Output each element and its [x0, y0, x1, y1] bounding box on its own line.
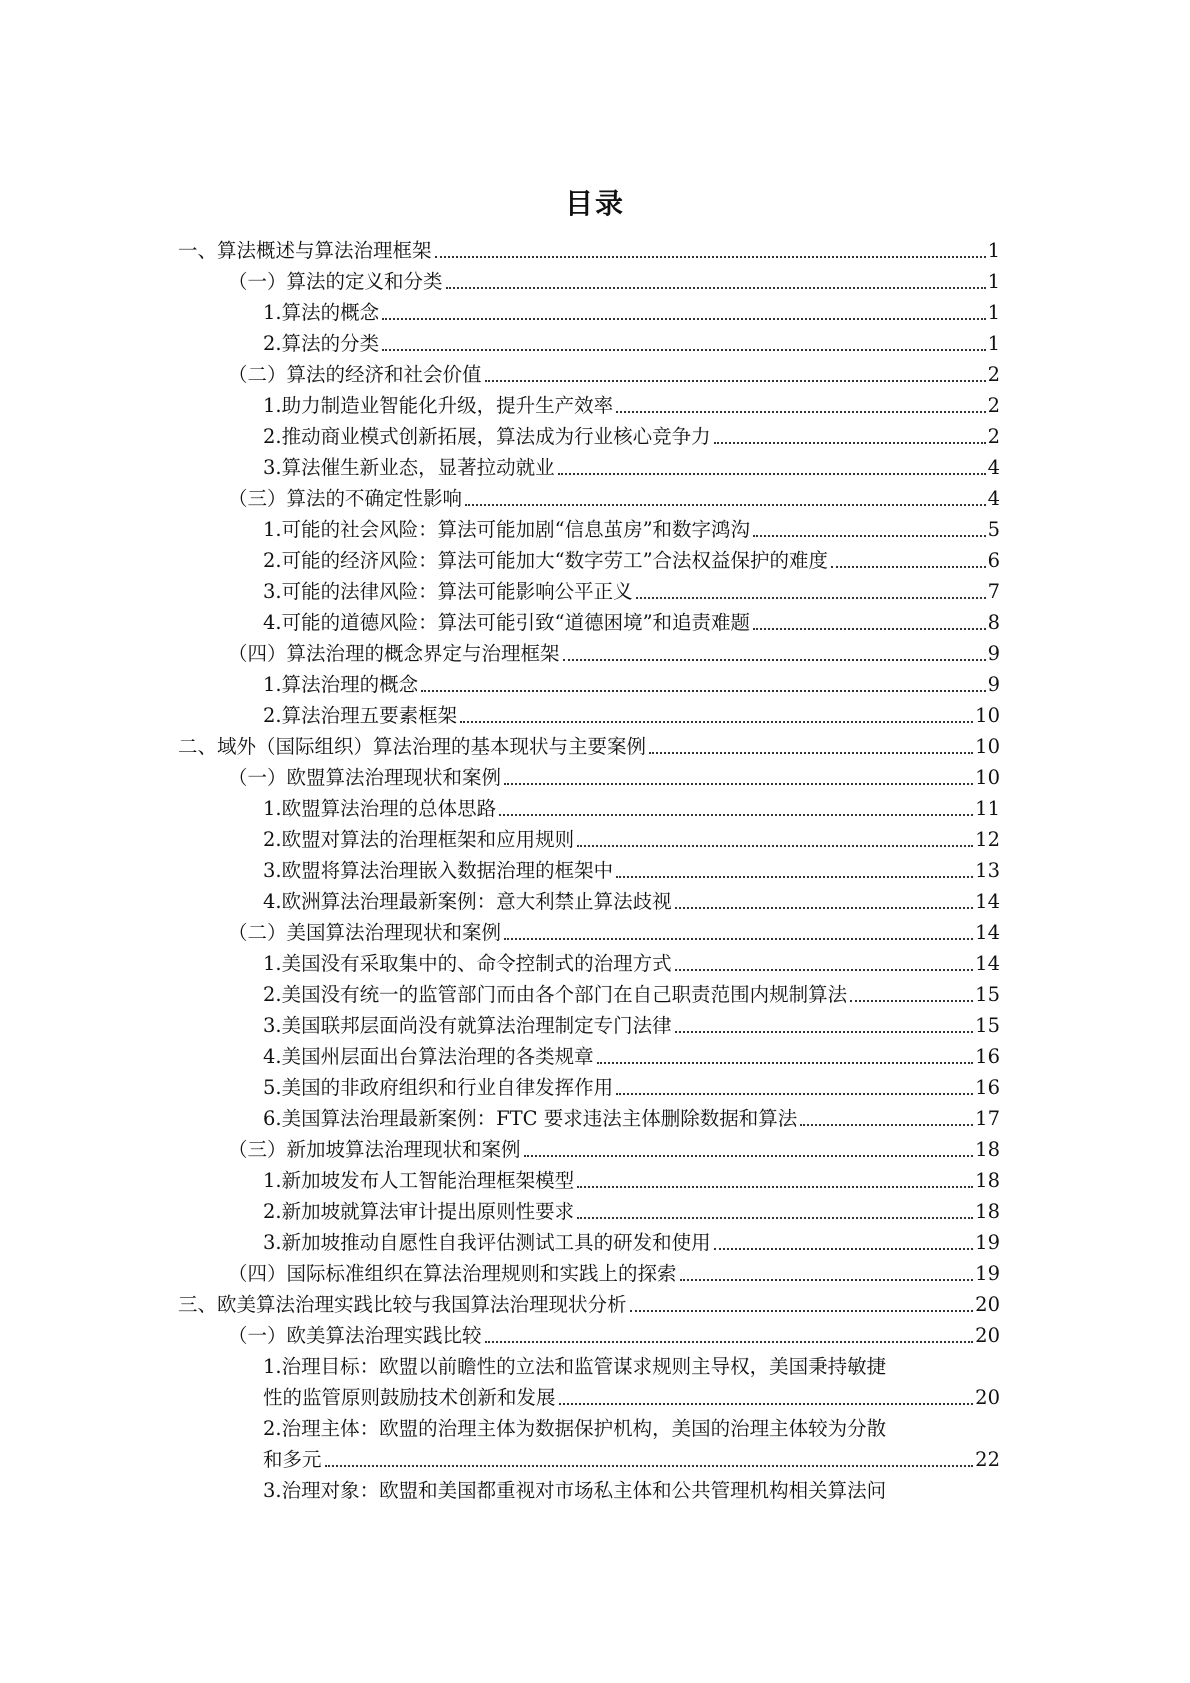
toc-entry-text: 4.美国州层面出台算法治理的各类规章: [263, 1045, 594, 1068]
toc-page-number: 6: [987, 549, 1000, 572]
toc-entry-text: 1.新加坡发布人工智能治理框架模型: [263, 1169, 575, 1192]
toc-leader-dots: [577, 845, 973, 847]
toc-entry-text: （四）算法治理的概念界定与治理框架: [228, 642, 560, 665]
toc-page-number: 7: [987, 580, 1000, 603]
toc-entry-text: （一）欧盟算法治理现状和案例: [228, 766, 502, 789]
toc-entry-text: 2.美国没有统一的监管部门而由各个部门在自己职责范围内规制算法: [263, 983, 848, 1006]
toc-entry[interactable]: [178, 1069, 1000, 1100]
toc-entry[interactable]: [178, 790, 1000, 821]
toc-entry-text: 5.美国的非政府组织和行业自律发挥作用: [263, 1076, 614, 1099]
toc-leader-dots: [504, 938, 973, 940]
toc-entry-text: 1.算法治理的概念: [263, 673, 419, 696]
toc-page-number: 18: [975, 1138, 1000, 1161]
toc-page-number: 5: [987, 518, 1000, 541]
toc-leader-dots: [577, 1217, 973, 1219]
toc-entry-text: 3.新加坡推动自愿性自我评估测试工具的研发和使用: [263, 1231, 711, 1254]
toc-entry[interactable]: [178, 542, 1000, 573]
toc-entry-text: 1.美国没有采取集中的、命令控制式的治理方式: [263, 952, 672, 975]
toc-entry-text: 6.美国算法治理最新案例：FTC 要求违法主体删除数据和算法: [263, 1107, 798, 1130]
page-title: 目录: [564, 187, 625, 220]
toc-leader-dots: [577, 1186, 973, 1188]
toc-leader-dots: [435, 256, 986, 258]
toc-leader-dots: [465, 504, 986, 506]
toc-entry[interactable]: [178, 294, 1000, 325]
toc-entry[interactable]: [178, 1286, 1000, 1317]
toc-page-number: 1: [987, 301, 1000, 324]
toc-entry-text: 2.可能的经济风险：算法可能加大“数字劳工”合法权益保护的难度: [263, 549, 829, 572]
toc-leader-dots: [524, 1155, 974, 1157]
toc-entry-text: 2.算法的分类: [263, 332, 380, 355]
toc-leader-dots: [559, 1403, 974, 1405]
toc-entry[interactable]: [178, 883, 1000, 914]
toc-entry-text: 2.推动商业模式创新拓展，算法成为行业核心竞争力: [263, 425, 711, 448]
toc-entry[interactable]: [178, 821, 1000, 852]
toc-leader-dots: [636, 597, 986, 599]
toc-leader-dots: [850, 1000, 973, 1002]
toc-entry[interactable]: [178, 449, 1000, 480]
toc-entry-text: 1.助力制造业智能化升级，提升生产效率: [263, 394, 614, 417]
toc-page-number: 13: [975, 859, 1000, 882]
toc-entry[interactable]: [178, 1193, 1000, 1224]
toc-page-number: 20: [975, 1386, 1000, 1409]
toc-page-number: 8: [987, 611, 1000, 634]
toc-entry-text: （一）算法的定义和分类: [228, 270, 443, 293]
toc-entry-text: 2.新加坡就算法审计提出原则性要求: [263, 1200, 575, 1223]
toc-leader-dots: [460, 721, 973, 723]
toc-entry-text: 3.可能的法律风险：算法可能影响公平正义: [263, 580, 633, 603]
toc-page-number: 1: [987, 239, 1000, 262]
table-of-contents: [178, 232, 1000, 1503]
toc-entry[interactable]: [178, 1007, 1000, 1038]
toc-leader-dots: [382, 349, 985, 351]
toc-entry-text: 2.治理主体：欧盟的治理主体为数据保护机构，美国的治理主体较为分散: [263, 1417, 887, 1440]
toc-leader-dots: [558, 473, 986, 475]
toc-entry-text: 1.可能的社会风险：算法可能加剧“信息茧房”和数字鸿沟: [263, 518, 751, 541]
toc-entry[interactable]: [178, 387, 1000, 418]
toc-entry[interactable]: [178, 697, 1000, 728]
toc-entry[interactable]: [178, 759, 1000, 790]
toc-leader-dots: [563, 659, 986, 661]
toc-leader-dots: [446, 287, 986, 289]
toc-entry[interactable]: [178, 356, 1000, 387]
toc-leader-dots: [753, 628, 986, 630]
toc-leader-dots: [714, 1248, 974, 1250]
toc-entry-text: （四）国际标准组织在算法治理规则和实践上的探索: [228, 1262, 677, 1285]
toc-page-number: 18: [975, 1200, 1000, 1223]
toc-leader-dots: [675, 907, 974, 909]
toc-leader-dots: [714, 442, 986, 444]
toc-entry[interactable]: [178, 1131, 1000, 1162]
toc-entry-truncated: 3.治理对象：欧盟和美国都重视对市场私主体和公共管理机构相关算法问: [263, 1479, 887, 1502]
toc-entry-text: 1.治理目标：欧盟以前瞻性的立法和监管谋求规则主导权，美国秉持敏捷: [263, 1355, 887, 1378]
toc-entry-text: 1.算法的概念: [263, 301, 380, 324]
toc-entry[interactable]: [178, 852, 1000, 883]
toc-entry-text: 性的监管原则鼓励技术创新和发展: [263, 1386, 556, 1409]
toc-entry[interactable]: [178, 511, 1000, 542]
toc-entry-text: 2.欧盟对算法的治理框架和应用规则: [263, 828, 575, 851]
toc-entry[interactable]: [178, 1317, 1000, 1348]
toc-entry-text: 和多元: [263, 1448, 322, 1471]
toc-page-number: 2: [987, 425, 1000, 448]
toc-entry-text: （三）算法的不确定性影响: [228, 487, 463, 510]
toc-page-number: 20: [975, 1293, 1000, 1316]
toc-page-number: 18: [975, 1169, 1000, 1192]
toc-leader-dots: [675, 1031, 974, 1033]
toc-entry[interactable]: [178, 1348, 1000, 1410]
toc-page-number: 15: [975, 983, 1000, 1006]
toc-page-number: 15: [975, 1014, 1000, 1037]
toc-entry[interactable]: [178, 1162, 1000, 1193]
toc-entry[interactable]: [178, 418, 1000, 449]
toc-leader-dots: [675, 969, 974, 971]
toc-entry-text: 三、欧美算法治理实践比较与我国算法治理现状分析: [178, 1293, 627, 1316]
toc-entry-continuation: [263, 1441, 1000, 1472]
toc-entry[interactable]: [178, 666, 1000, 697]
toc-entry-text: 4.可能的道德风险：算法可能引致“道德困境”和追责难题: [263, 611, 751, 634]
toc-entry-text: （二）美国算法治理现状和案例: [228, 921, 502, 944]
toc-page-number: 14: [975, 921, 1000, 944]
toc-leader-dots: [504, 783, 973, 785]
toc-leader-dots: [485, 1341, 974, 1343]
toc-page-number: 1: [987, 332, 1000, 355]
toc-page-number: 10: [975, 704, 1000, 727]
toc-entry-text: 2.算法治理五要素框架: [263, 704, 458, 727]
toc-entry[interactable]: [178, 1410, 1000, 1472]
toc-leader-dots: [499, 814, 973, 816]
toc-entry[interactable]: [178, 728, 1000, 759]
toc-entry[interactable]: [178, 976, 1000, 1007]
toc-leader-dots: [382, 318, 985, 320]
toc-entry[interactable]: [178, 325, 1000, 356]
toc-page-number: 4: [987, 456, 1000, 479]
toc-entry[interactable]: [178, 945, 1000, 976]
toc-entry-text: 4.欧洲算法治理最新案例：意大利禁止算法歧视: [263, 890, 672, 913]
toc-page-number: 19: [975, 1262, 1000, 1285]
toc-entry[interactable]: [178, 232, 1000, 263]
toc-entry-text: （二）算法的经济和社会价值: [228, 363, 482, 386]
toc-page-number: 9: [987, 642, 1000, 665]
toc-entry[interactable]: [178, 1224, 1000, 1255]
toc-leader-dots: [831, 566, 986, 568]
toc-leader-dots: [616, 411, 985, 413]
toc-page-number: 17: [975, 1107, 1000, 1130]
toc-page-number: 11: [975, 797, 1000, 820]
toc-entry[interactable]: [178, 604, 1000, 635]
toc-page-number: 14: [975, 952, 1000, 975]
toc-page-number: 10: [975, 766, 1000, 789]
toc-entry[interactable]: [178, 480, 1000, 511]
toc-leader-dots: [680, 1279, 974, 1281]
toc-page-number: 16: [975, 1045, 1000, 1068]
toc-entry-text: （三）新加坡算法治理现状和案例: [228, 1138, 521, 1161]
toc-leader-dots: [616, 1093, 973, 1095]
toc-page-number: 1: [987, 270, 1000, 293]
toc-entry-text: 3.欧盟将算法治理嵌入数据治理的框架中: [263, 859, 614, 882]
toc-leader-dots: [616, 876, 973, 878]
toc-page-number: 2: [987, 363, 1000, 386]
toc-entry[interactable]: [178, 914, 1000, 945]
toc-leader-dots: [630, 1310, 974, 1312]
toc-page-number: 12: [975, 828, 1000, 851]
toc-page-number: 4: [987, 487, 1000, 510]
toc-leader-dots: [753, 535, 986, 537]
toc-leader-dots: [325, 1465, 974, 1467]
toc-page-number: 10: [975, 735, 1000, 758]
toc-entry[interactable]: [178, 1038, 1000, 1069]
toc-entry[interactable]: [178, 1100, 1000, 1131]
toc-entry-text: 1.欧盟算法治理的总体思路: [263, 797, 497, 820]
toc-page-number: 9: [987, 673, 1000, 696]
toc-page-number: 19: [975, 1231, 1000, 1254]
toc-entry[interactable]: [178, 263, 1000, 294]
toc-entry[interactable]: [178, 1255, 1000, 1286]
toc-entry-text: 3.算法催生新业态，显著拉动就业: [263, 456, 555, 479]
toc-page-number: 2: [987, 394, 1000, 417]
toc-leader-dots: [649, 752, 973, 754]
toc-entry-text: 二、域外（国际组织）算法治理的基本现状与主要案例: [178, 735, 647, 758]
toc-leader-dots: [597, 1062, 974, 1064]
toc-page-number: 14: [975, 890, 1000, 913]
toc-entry-text: 一、算法概述与算法治理框架: [178, 239, 432, 262]
toc-entry-continuation: [263, 1379, 1000, 1410]
toc-page-number: 16: [975, 1076, 1000, 1099]
toc-entry-text: （一）欧美算法治理实践比较: [228, 1324, 482, 1347]
toc-page-number: 22: [975, 1448, 1000, 1471]
toc-leader-dots: [421, 690, 985, 692]
toc-page-number: 20: [975, 1324, 1000, 1347]
toc-entry-text: 3.美国联邦层面尚没有就算法治理制定专门法律: [263, 1014, 672, 1037]
toc-entry[interactable]: [178, 573, 1000, 604]
toc-leader-dots: [800, 1124, 973, 1126]
toc-leader-dots: [485, 380, 986, 382]
toc-entry[interactable]: [178, 635, 1000, 666]
